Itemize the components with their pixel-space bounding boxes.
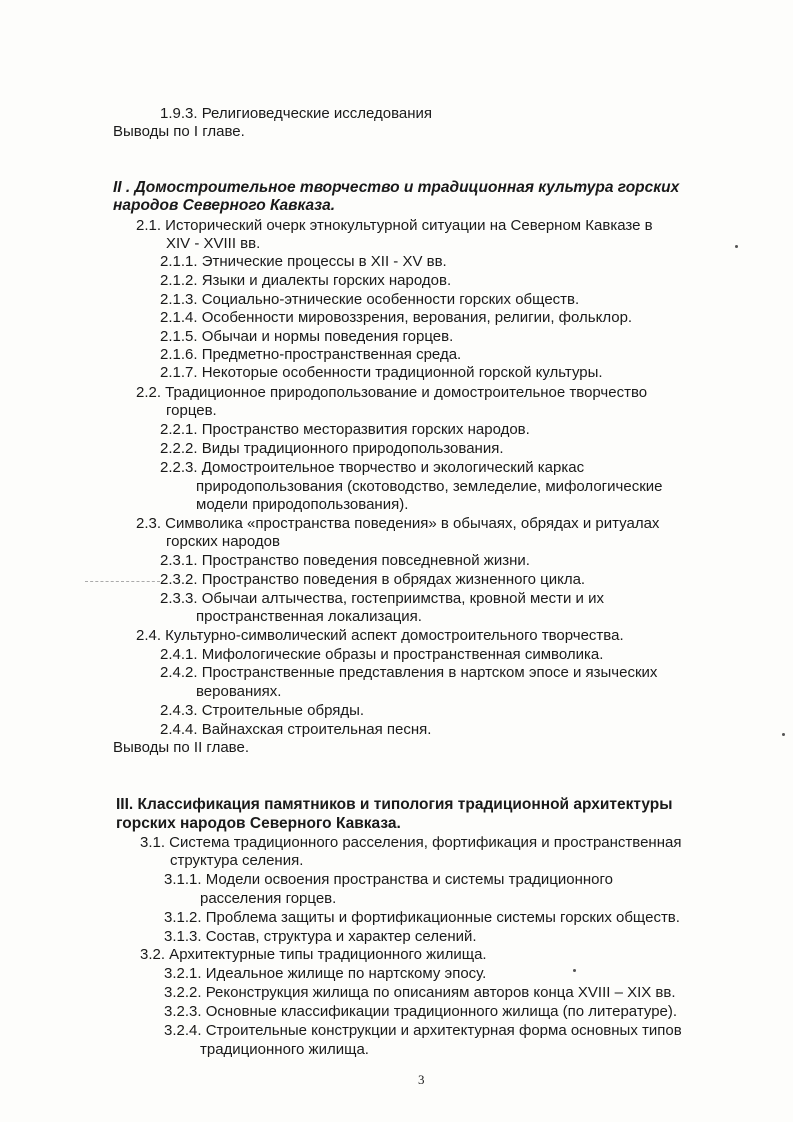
toc-item-2-2-3-cont1: природопользования (скотоводство, земледелие, мифологические (196, 478, 663, 495)
toc-section-2-2: 2.2. Традиционное природопользование и домостроительное творчество (136, 384, 648, 401)
toc-item-3-1-3: 3.1.3. Состав, структура и характер селений. (164, 928, 477, 945)
toc-item-2-3-3: 2.3.3. Обычаи алтычества, гостеприимства, кровной мести и их (160, 590, 604, 607)
toc-item-2-3-3-cont: пространственная локализация. (196, 608, 422, 625)
page-number: 3 (418, 1072, 425, 1087)
toc-section-2-1-cont: XIV - XVIII вв. (166, 235, 261, 252)
toc-item-2-4-1: 2.4.1. Мифологические образы и пространственная символика. (160, 646, 604, 663)
toc-item-2-1-1: 2.1.1. Этнические процессы в XII - XV вв. (160, 253, 447, 270)
toc-item-3-1-1-cont: расселения горцев. (200, 890, 337, 907)
toc-item-2-2-3: 2.2.3. Домостроительное творчество и экологический каркас (160, 459, 585, 476)
toc-item-3-2-3: 3.2.3. Основные классификации традиционного жилища (по литературе). (164, 1003, 678, 1020)
chapter-3-title-line2: горских народов Северного Кавказа. (116, 815, 401, 832)
toc-item-2-1-6: 2.1.6. Предметно-пространственная среда. (160, 346, 462, 363)
toc-item-3-2-4-cont: традиционного жилища. (200, 1041, 369, 1058)
toc-item-2-2-3-cont2: модели природопользования). (196, 496, 409, 513)
scan-artifact-line (85, 581, 160, 583)
toc-section-2-2-cont: горцев. (166, 402, 217, 419)
toc-item-3-2-4: 3.2.4. Строительные конструкции и архитектурная форма основных типов (164, 1022, 682, 1039)
chapter-2-title-line2: народов Северного Кавказа. (113, 197, 336, 214)
scan-speck (782, 733, 785, 736)
toc-section-2-1: 2.1. Исторический очерк этнокультурной ситуации на Северном Кавказе в (136, 217, 653, 234)
toc-item-3-1-2: 3.1.2. Проблема защиты и фортификационные системы горских обществ. (164, 909, 680, 926)
toc-section-2-3-cont: горских народов (166, 533, 280, 550)
scan-speck (573, 969, 576, 972)
chapter-2-title-line1: II . Домостроительное творчество и традиционная культура горских (113, 179, 680, 196)
toc-item-2-2-2: 2.2.2. Виды традиционного природопользования. (160, 440, 504, 457)
toc-item-3-2-1: 3.2.1. Идеальное жилище по нартскому эпосу. (164, 965, 487, 982)
toc-item-2-1-4: 2.1.4. Особенности мировоззрения, верования, религии, фольклор. (160, 309, 633, 326)
toc-section-2-3: 2.3. Символика «пространства поведения» в обычаях, обрядах и ритуалах (136, 515, 660, 532)
toc-item-2-4-3: 2.4.3. Строительные обряды. (160, 702, 365, 719)
toc-item-2-1-7: 2.1.7. Некоторые особенности традиционной горской культуры. (160, 364, 603, 381)
chapter-3-title-line1: III. Классификация памятников и типология традиционной архитектуры (116, 796, 673, 813)
toc-conclusion-ch2: Выводы по II главе. (113, 739, 249, 756)
toc-conclusion-ch1: Выводы по I главе. (113, 123, 245, 140)
toc-item-2-4-4: 2.4.4. Вайнахская строительная песня. (160, 721, 432, 738)
toc-item-2-1-5: 2.1.5. Обычаи и нормы поведения горцев. (160, 328, 454, 345)
toc-item-2-4-2: 2.4.2. Пространственные представления в нартском эпосе и языческих (160, 664, 658, 681)
toc-item-2-3-1: 2.3.1. Пространство поведения повседневной жизни. (160, 552, 530, 569)
toc-item-3-1-1: 3.1.1. Модели освоения пространства и системы традиционного (164, 871, 613, 888)
toc-item-2-1-2: 2.1.2. Языки и диалекты горских народов. (160, 272, 452, 289)
toc-item-2-2-1: 2.2.1. Пространство месторазвития горских народов. (160, 421, 530, 438)
toc-item-2-4-2-cont: верованиях. (196, 683, 282, 700)
toc-item-1-9-3: 1.9.3. Религиоведческие исследования (160, 105, 433, 122)
scan-speck (735, 245, 738, 248)
toc-section-2-4: 2.4. Культурно-символический аспект домостроительного творчества. (136, 627, 624, 644)
toc-item-2-1-3: 2.1.3. Социально-этнические особенности горских обществ. (160, 291, 580, 308)
toc-item-2-3-2: 2.3.2. Пространство поведения в обрядах жизненного цикла. (160, 571, 586, 588)
toc-section-3-2: 3.2. Архитектурные типы традиционного жилища. (140, 946, 487, 963)
toc-item-3-2-2: 3.2.2. Реконструкция жилища по описаниям авторов конца XVIII – XIX вв. (164, 984, 676, 1001)
toc-section-3-1: 3.1. Система традиционного расселения, фортификация и пространственная (140, 834, 682, 851)
toc-section-3-1-cont: структура селения. (170, 852, 304, 869)
